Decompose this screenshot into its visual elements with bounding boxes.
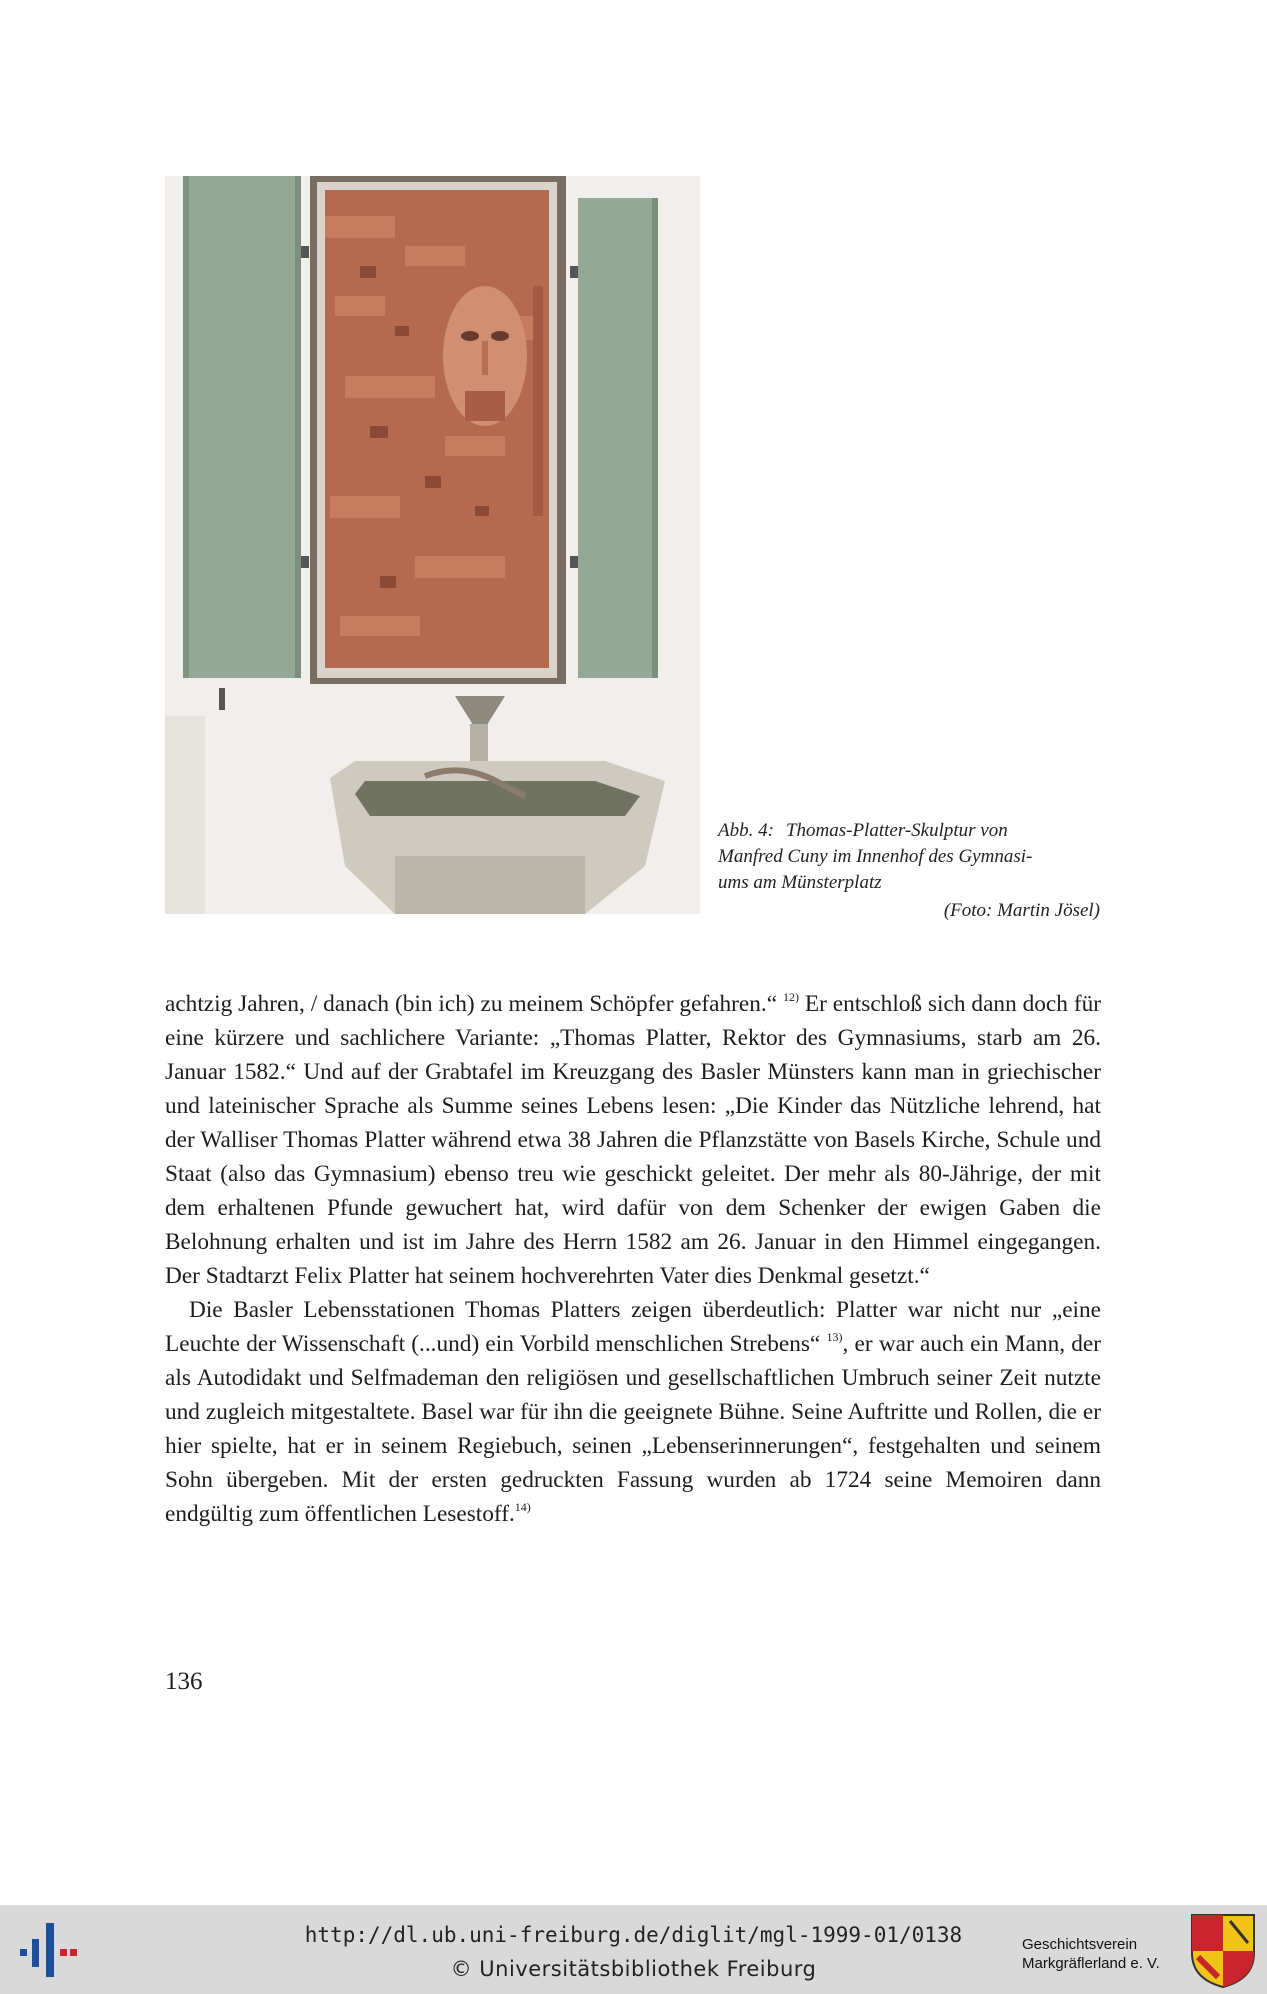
sculpture-photo (165, 176, 700, 914)
footnote-ref-13: 13) (826, 1330, 843, 1344)
left-shutter (183, 176, 301, 678)
figure-label: Abb. 4: (718, 820, 774, 841)
paragraph-2: Die Basler Lebensstationen Thomas Platters zeigen überdeutlich: Platter war nicht nur „eine Leuchte der Wissenschaft (...und) ein Vorbild menschlichen Strebens“ $^{13)}$, er war auch ein Mann, der als Autodidakt und Selfmademan den religiösen und gesellschaftlichen Umbruch seiner Zeit nutzte und zugleich mitgestaltete. Basel war für ihn die geeignete Bühne. Seine Auftritte und Rollen, die er hier spielte, hat er in seinem Regiebuch, seinen „Lebenserinnerungen“, festgehalten und seinem Sohn übergeben. Mit der ersten gedruckten Fassung wurden ab 1724 seine Memoiren dann endgültig zum öffentlichen Lesestoff.$^{14)}$ (165, 1297, 1102, 1527)
photo-credit: (Foto: Martin Jösel) (943, 900, 1100, 921)
footer-url[interactable]: http://dl.ub.uni-freiburg.de/diglit/mgl-1999-01/0138 (304, 1923, 963, 1947)
society-line-1: Geschichtsverein (1022, 1936, 1138, 1953)
footnote-ref-12: 12) (782, 990, 799, 1004)
society-line-2: Markgräflerland e. V. (1022, 1955, 1160, 1972)
footer-bar (0, 1905, 1267, 1994)
society-name (1022, 1935, 1182, 1973)
footnote-ref-14: 14) (514, 1500, 531, 1514)
body-text (165, 987, 1101, 1531)
figure-caption (718, 818, 1100, 924)
right-shutter (578, 198, 658, 678)
footer-copyright: © Universitätsbibliothek Freiburg (450, 1957, 817, 1981)
sculpture-photo-image (165, 176, 700, 914)
caption-line-3: ums am Münsterplatz (718, 872, 882, 893)
page-number: 136 (165, 1668, 203, 1695)
paragraph-1: achtzig Jahren, / danach (bin ich) zu meinem Schöpfer gefahren.“ $^{12)}$ Er entschloß sich dann doch für eine kürzere und sachlichere Variante: „Thomas Platter, Rektor des Gymnasiums, starb am 26. Januar 1582.“ Und auf der Grabtafel im Kreuzgang des Basler Münsters kann man in griechischer und lateinischer Sprache als Summe seines Lebens lesen: „Die Kinder das Nützliche lehrend, hat der Walliser Thomas Platter während etwa 38 Jahren die Pflanzstätte von Basels Kirche, Schule und Staat (also das Gymnasium) ebenso treu wie geschickt geleitet. Der mehr als 80-Jährige, der mit dem erhaltenen Pfunde gewuchert hat, wird dafür von dem Schenker der ewigen Gaben die Belohnung erhalten und ist im Jahre des Herrn 1582 am 26. Januar in den Himmel eingegangen. Der Stadtarzt Felix Platter hat seinem hochverehrten Vater dies Denkmal gesetzt.“ (165, 990, 1101, 1289)
caption-line-2: Manfred Cuny im Innenhof des Gymnasi- (718, 846, 1033, 867)
caption-line-1: Thomas-Platter-Skulptur von (785, 820, 1008, 841)
society-crest-icon (1190, 1913, 1256, 1989)
